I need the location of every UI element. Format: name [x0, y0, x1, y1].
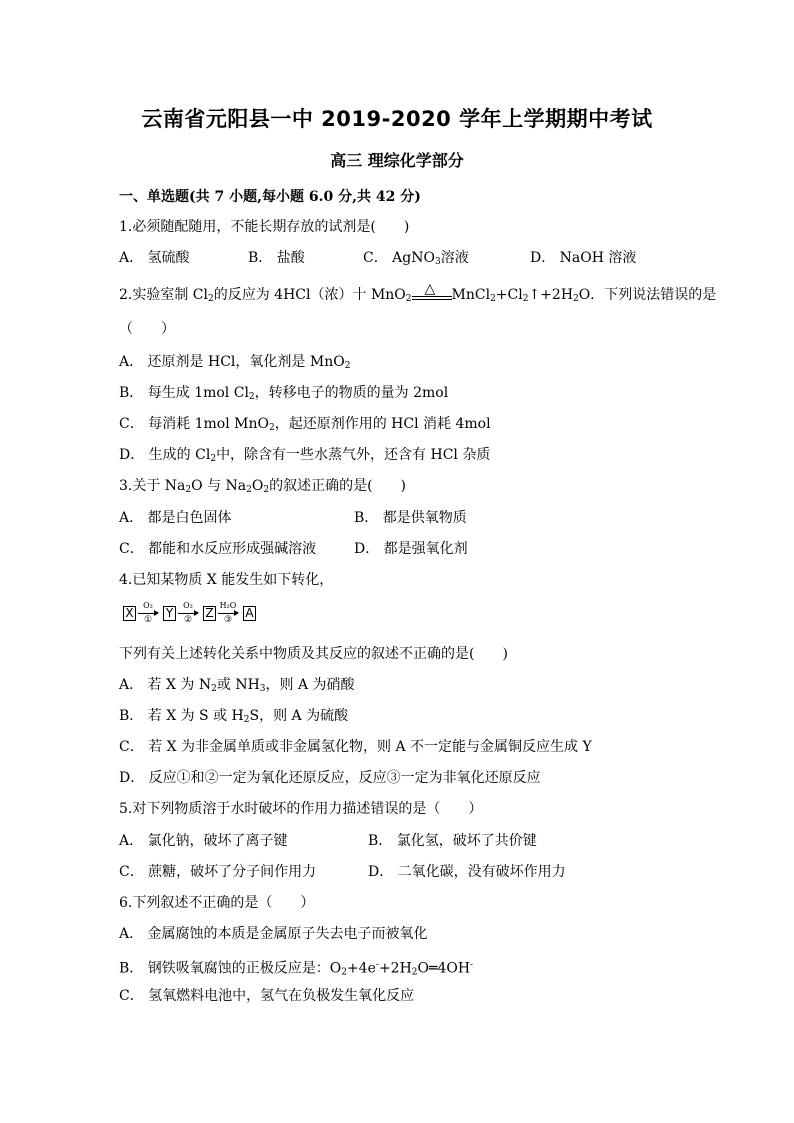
q2-option-a: A． 还原剂是 HCl，氧化剂是 MnO$_2$ [119, 354, 351, 371]
q5-option-a: A． 氯化钠，破坏了离子键 [119, 833, 288, 849]
heat-equals-sign: △ [412, 286, 452, 304]
q1-option-d: D． NaOH 溶液 [530, 250, 637, 266]
question-6-stem: 6.下列叙述不正确的是（ ） [119, 895, 315, 911]
q3-option-a: A． 都是白色固体 [119, 510, 232, 526]
q1-option-a: A． 氢硫酸 [119, 250, 190, 266]
question-4-stem-2: 下列有关上述转化关系中物质及其反应的叙述不正确的是( ) [119, 646, 508, 662]
q6-option-c: C． 氢氧燃料电池中，氢气在负极发生氧化反应 [119, 988, 415, 1004]
question-2-paren: （ ） [119, 321, 175, 337]
q4-option-a: A． 若 X 为 $N_2$或 $NH_3$，则 A 为硝酸 [119, 677, 355, 694]
q3-option-d: D． 都是强氧化剂 [354, 541, 468, 557]
q1-option-b: B． 盐酸 [248, 250, 305, 266]
question-5-stem: 5.对下列物质溶于水时破坏的作用力描述错误的是（ ） [119, 801, 483, 817]
q4-option-d: D． 反应①和②一定为氧化还原反应，反应③一定为非氧化还原反应 [119, 770, 541, 786]
chain-x: X [123, 606, 136, 621]
q3-option-b: B． 都是供氧物质 [354, 510, 467, 526]
question-2-stem: 2.实验室制 $Cl_2$的反应为 4HCl（浓）十 MnO$_2$ △ $MnCl_2+Cl_2↑+2H_2O$．下列说法错误的是 [119, 281, 717, 304]
q3-option-c: C． 都能和水反应形成强碱溶液 [119, 541, 317, 557]
q1-option-c: C． AgNO$_3$溶液 [363, 250, 469, 267]
question-3-stem: 3.关于 $Na_2O$ 与 $Na_2O_2$的叙述正确的是( ) [119, 478, 407, 495]
chain-y: Y [163, 606, 176, 621]
q2-option-b: B． 每生成 1mol $Cl_2$，转移电子的物质的量为 2mol [119, 385, 449, 402]
chain-arrow-3: H₂O ③ [217, 603, 239, 627]
chain-arrow-1: O₂ ① [137, 603, 159, 627]
q6-option-a: A． 金属腐蚀的本质是金属原子失去电子而被氧化 [119, 926, 428, 942]
q5-option-b: B． 氯化氢，破坏了共价键 [368, 833, 537, 849]
chain-arrow-2: O₂ ② [177, 603, 199, 627]
q2-option-c: C． 每消耗 1mol MnO$_2$，起还原剂作用的 HCl 消耗 4mol [119, 416, 491, 433]
section-heading: 一、单选题(共 7 小题,每小题 6.0 分,共 42 分) [119, 189, 421, 205]
chain-a: A [243, 606, 256, 621]
q5-option-d: D． 二氧化碳，没有破坏作用力 [368, 864, 566, 880]
q5-option-c: C． 蔗糖，破坏了分子间作用力 [119, 864, 317, 880]
q4-option-b: B． 若 X 为 S 或 $H_2S$，则 A 为硫酸 [119, 708, 349, 725]
page-title: 云南省元阳县一中 2019-2020 学年上学期期中考试 [141, 107, 653, 131]
q6-option-b: B． 钢铁吸氧腐蚀的正极反应是：$O_2+4e^-+2H_2O═4OH^-$ [119, 960, 474, 978]
chain-z: Z [203, 606, 216, 621]
question-4-stem: 4.已知某物质 X 能发生如下转化， [119, 572, 334, 588]
q2-option-d: D． 生成的 $Cl_2$中，除含有一些水蒸气外，还含有 HCl 杂质 [119, 447, 491, 464]
page-subtitle: 高三 理综化学部分 [330, 151, 464, 170]
question-1-stem: 1.必须随配随用，不能长期存放的试剂是( ) [119, 219, 410, 235]
q4-option-c: C． 若 X 为非金属单质或非金属氢化物，则 A 不一定能与金属铜反应生成 Y [119, 739, 592, 755]
